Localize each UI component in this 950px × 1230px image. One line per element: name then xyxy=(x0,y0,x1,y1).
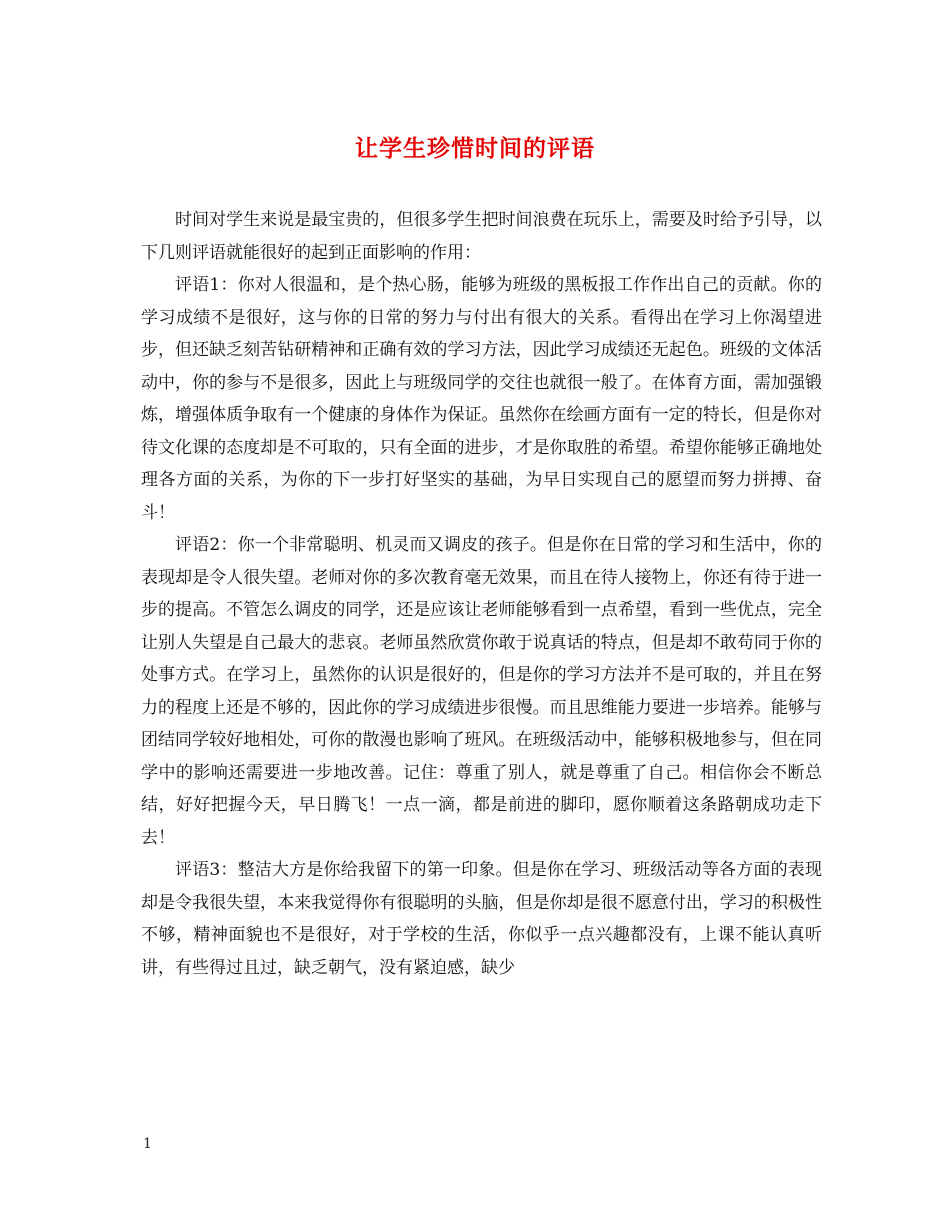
comment-3-paragraph: 评语3：整洁大方是你给我留下的第一印象。但是你在学习、班级活动等各方面的表现却是令我很失望，本来我觉得你有很聪明的头脑，但是你却是很不愿意付出，学习的积极性不够，精神面貌也不是很好，对于学校的生活，你似乎一点兴趣都没有，上课不能认真听讲，有些得过且过，缺乏朝气，没有紧迫感，缺少 xyxy=(141,860,822,978)
intro-paragraph: 时间对学生来说是最宝贵的，但很多学生把时间浪费在玩乐上，需要及时给予引导，以下几则评语就能很好的起到正面影响的作用： xyxy=(141,210,822,263)
comment-1-paragraph: 评语1：你对人很温和，是个热心肠，能够为班级的黑板报工作作出自己的贡献。你的学习成绩不是很好，这与你的日常的努力与付出有很大的关系。看得出在学习上你渴望进步，但还缺乏刻苦钻研精神和正确有效的学习方法，因此学习成绩还无起色。班级的文体活动中，你的参与不是很多，因此上与班级同学的交往也就很一般了。在体育方面，需加强锻炼，增强体质争取有一个健康的身体作为保证。虽然你在绘画方面有一定的特长，但是你对待文化课的态度却是不可取的，只有全面的进步，才是你取胜的希望。希望你能够正确地处理各方面的关系，为你的下一步打好坚实的基础，为早日实现自己的愿望而努力拼搏、奋斗！ xyxy=(141,275,822,523)
page-number: 1 xyxy=(143,1136,152,1152)
comment-2-paragraph: 评语2：你一个非常聪明、机灵而又调皮的孩子。但是你在日常的学习和生活中，你的表现却是令人很失望。老师对你的多次教育毫无效果，而且在待人接物上，你还有待于进一步的提高。不管怎么调皮的同学，还是应该让老师能够看到一点希望，看到一些优点，完全让别人失望是自己最大的悲哀。老师虽然欣赏你敢于说真话的特点，但是却不敢苟同于你的处事方式。在学习上，虽然你的认识是很好的，但是你的学习方法并不是可取的，并且在努力的程度上还是不够的，因此你的学习成绩进步很慢。而且思维能力要进一步培养。能够与团结同学较好地相处，可你的散漫也影响了班风。在班级活动中，能够积极地参与，但在同学中的影响还需要进一步地改善。记住：尊重了别人，就是尊重了自己。相信你会不断总结，好好把握今天，早日腾飞！一点一滴，都是前进的脚印，愿你顺着这条路朝成功走下去！ xyxy=(141,535,822,848)
document-body xyxy=(141,204,822,984)
document-title: 让学生珍惜时间的评语 xyxy=(355,135,595,162)
